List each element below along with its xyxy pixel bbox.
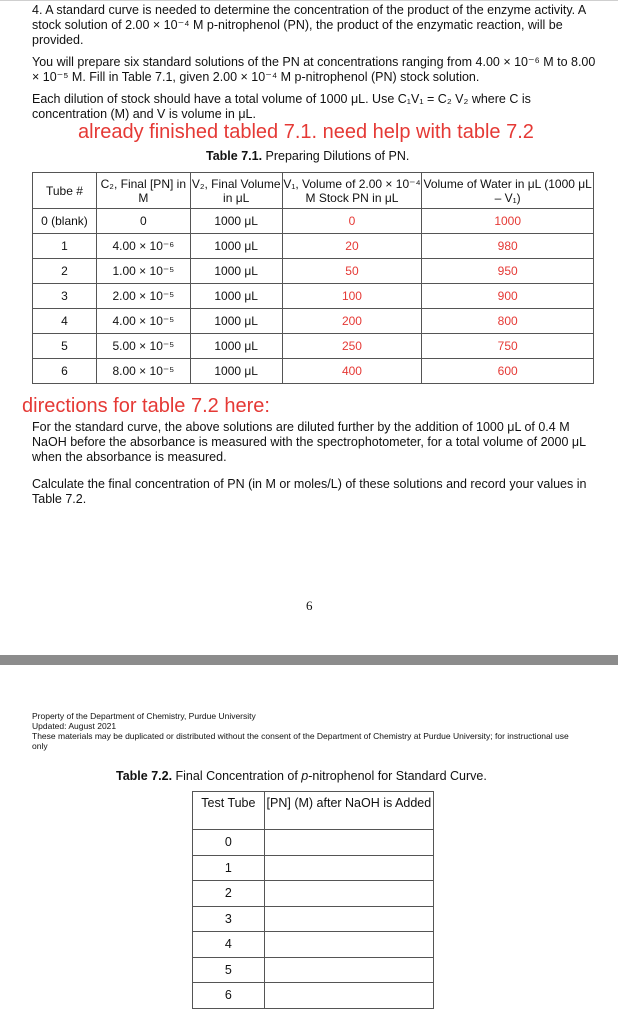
cell-pn-input[interactable] [264, 830, 433, 856]
cell-water: 750 [422, 334, 594, 359]
table-row [33, 334, 594, 359]
cell-v1: 0 [282, 209, 422, 234]
table-row [33, 309, 594, 334]
top-divider [0, 0, 618, 1]
table-7-1 [32, 172, 594, 384]
cell-v2: 1000 μL [190, 259, 282, 284]
cell-v2: 1000 μL [190, 234, 282, 259]
cell-tube: 6 [33, 359, 97, 384]
cell-test-tube: 5 [193, 957, 265, 983]
cell-v2: 1000 μL [190, 309, 282, 334]
cell-c2: 2.00 × 10⁻⁵ [96, 284, 190, 309]
footer-line-1: Property of the Department of Chemistry, Purdue University [32, 711, 256, 721]
table-row [33, 284, 594, 309]
cell-c2: 0 [96, 209, 190, 234]
cell-tube: 2 [33, 259, 97, 284]
intro-paragraph-2: You will prepare six standard solutions of the PN at concentrations ranging from 4.00 × 10⁻⁶ M to 8.00 × 10⁻⁵ M. Fill in Table 7.1, given 2.00 × 10⁻⁴ M p-nitrophenol (PN) stock solution. [32, 55, 596, 84]
cell-pn-input[interactable] [264, 906, 433, 932]
cell-v2: 1000 μL [190, 209, 282, 234]
directions-paragraph-2: Calculate the final concentration of PN (in M or moles/L) of these solutions and record your values in Table 7.2. [32, 477, 587, 506]
cell-test-tube: 0 [193, 830, 265, 856]
cell-c2: 4.00 × 10⁻⁵ [96, 309, 190, 334]
table-7-1-header-row [33, 173, 594, 209]
header-v1: V₁, Volume of 2.00 × 10⁻⁴ M Stock PN in μL [282, 173, 422, 209]
cell-v2: 1000 μL [190, 284, 282, 309]
cell-test-tube: 2 [193, 881, 265, 907]
intro-paragraph-3: Each dilution of stock should have a total volume of 1000 μL. Use C₁V₁ = C₂ V₂ where C is concentration (M) and V is volume in μL. [32, 92, 531, 121]
header-v2: V₂, Final Volume in μL [190, 173, 282, 209]
header-tube: Tube # [33, 173, 97, 209]
cell-water: 1000 [422, 209, 594, 234]
table-row [193, 830, 434, 856]
cell-v2: 1000 μL [190, 359, 282, 384]
cell-water: 600 [422, 359, 594, 384]
cell-test-tube: 4 [193, 932, 265, 958]
cell-pn-input[interactable] [264, 957, 433, 983]
cell-c2: 4.00 × 10⁻⁶ [96, 234, 190, 259]
table-row [193, 932, 434, 958]
cell-v1: 200 [282, 309, 422, 334]
cell-water: 980 [422, 234, 594, 259]
cell-c2: 1.00 × 10⁻⁵ [96, 259, 190, 284]
directions-paragraph-1: For the standard curve, the above solutions are diluted further by the addition of 1000 μL of 0.4 M NaOH before the absorbance is measured with the spectrophotometer, for a total volume of 2000 μL when the absorbance is measured. [32, 420, 586, 464]
cell-tube: 4 [33, 309, 97, 334]
cell-c2: 8.00 × 10⁻⁵ [96, 359, 190, 384]
cell-test-tube: 6 [193, 983, 265, 1009]
table-row [193, 957, 434, 983]
cell-water: 950 [422, 259, 594, 284]
cell-water: 800 [422, 309, 594, 334]
cell-tube: 5 [33, 334, 97, 359]
table-row [193, 855, 434, 881]
cell-v1: 250 [282, 334, 422, 359]
cell-tube: 1 [33, 234, 97, 259]
table-row [33, 259, 594, 284]
header-pn-concentration: [PN] (M) after NaOH is Added [264, 792, 433, 830]
cell-pn-input[interactable] [264, 932, 433, 958]
cell-pn-input[interactable] [264, 855, 433, 881]
table-7-2-header-row [193, 792, 434, 830]
cell-pn-input[interactable] [264, 983, 433, 1009]
footer-line-3: These materials may be duplicated or distributed without the consent of the Department of Chemistry at Purdue University; for instructional use only [32, 731, 569, 751]
cell-v1: 50 [282, 259, 422, 284]
header-water: Volume of Water in μL (1000 μL – V₁) [422, 173, 594, 209]
page-break-band [0, 655, 618, 665]
cell-tube: 0 (blank) [33, 209, 97, 234]
intro-paragraph-1: 4. A standard curve is needed to determine the concentration of the product of the enzyme activity. A stock solution of 2.00 × 10⁻⁴ M p-nitrophenol (PN), the product of the enzymatic reaction, will be provided. [32, 3, 586, 47]
cell-pn-input[interactable] [264, 881, 433, 907]
cell-v2: 1000 μL [190, 334, 282, 359]
handwritten-note-table-7-2: directions for table 7.2 here: [22, 395, 270, 417]
cell-c2: 5.00 × 10⁻⁵ [96, 334, 190, 359]
table-row [33, 209, 594, 234]
page-number: 6 [306, 598, 313, 613]
table-row [33, 234, 594, 259]
table-row [33, 359, 594, 384]
cell-v1: 20 [282, 234, 422, 259]
cell-test-tube: 1 [193, 855, 265, 881]
footer-line-2: Updated: August 2021 [32, 721, 117, 731]
header-c2: C₂, Final [PN] in M [96, 173, 190, 209]
cell-v1: 100 [282, 284, 422, 309]
table-7-2-caption: Table 7.2. Final Concentration of p-nitrophenol for Standard Curve. [116, 769, 487, 783]
header-test-tube: Test Tube [193, 792, 265, 830]
cell-v1: 400 [282, 359, 422, 384]
handwritten-note-table-7-1: already finished tabled 7.1. need help with table 7.2 [78, 121, 534, 143]
table-row [193, 881, 434, 907]
cell-test-tube: 3 [193, 906, 265, 932]
table-row [193, 906, 434, 932]
cell-water: 900 [422, 284, 594, 309]
table-7-1-caption: Table 7.1. Preparing Dilutions of PN. [206, 149, 410, 163]
table-7-2 [192, 791, 434, 1009]
cell-tube: 3 [33, 284, 97, 309]
table-row [193, 983, 434, 1009]
